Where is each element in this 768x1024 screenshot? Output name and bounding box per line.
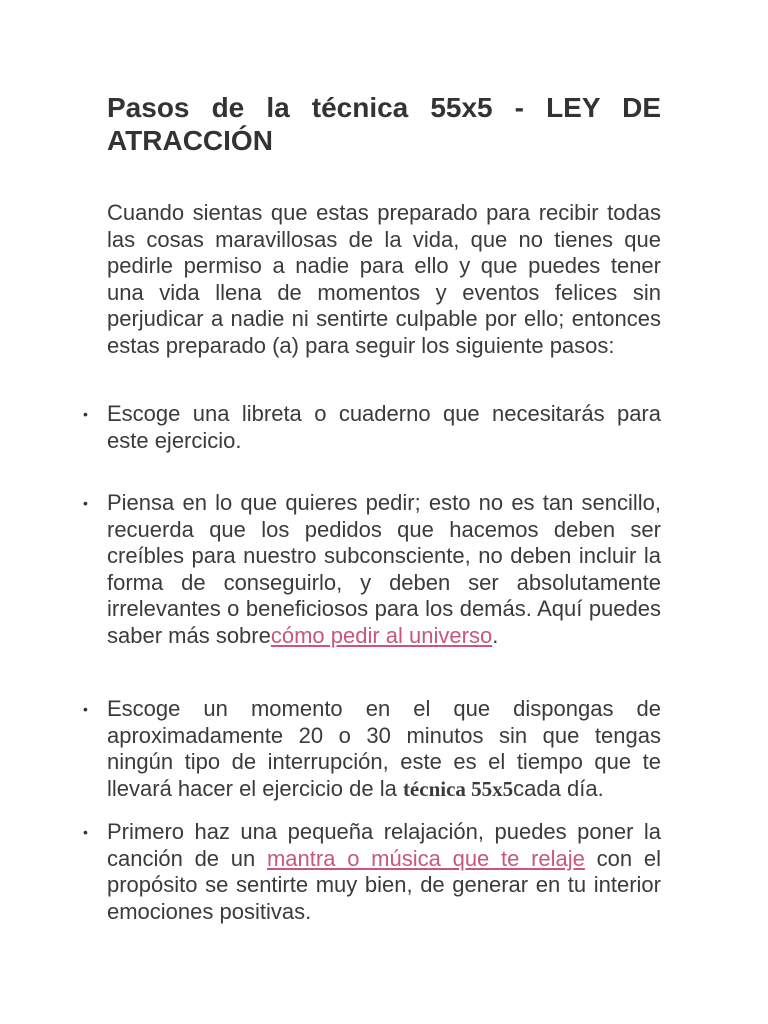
step-text: Primero haz una pequeña relajación, puedes poner la canción de un	[107, 819, 661, 871]
step-text: Escoge un momento en el que dispongas de aproximadamente 20 o 30 minutos sin que tengas ningún tipo de interrupción, este es el tiempo que te llevará hacer el ejercicio de la	[107, 696, 661, 801]
technique-emphasis: técnica 55x5	[402, 776, 514, 801]
intro-paragraph: Cuando sientas que estas preparado para recibir todas las cosas maravillosas de la vida, que no tienes que pedirle permiso a nadie para ello y que puedes tener una vida llena de momentos y eventos felices sin perjudicar a nadie ni sentirte culpable por ello; entonces estas preparado (a) para seguir los siguiente pasos:	[107, 200, 661, 358]
list-item	[83, 696, 661, 802]
step-text-end: con el propósito se sentirte muy bien, de generar en tu interior emociones positivas.	[107, 845, 661, 924]
bullet-icon: •	[83, 701, 88, 717]
list-item	[83, 490, 661, 649]
step-text-end: .	[492, 622, 499, 648]
page-title: Pasos de la técnica 55x5 - LEY DE ATRACCIÓN	[107, 92, 661, 156]
list-item	[83, 401, 661, 454]
step-text-end: cada día.	[513, 775, 604, 801]
bullet-icon: •	[83, 824, 88, 840]
bullet-icon: •	[83, 495, 88, 511]
step-text: Piensa en lo que quieres pedir; esto no es tan sencillo, recuerda que los pedidos que hacemos deben ser creíbles para nuestro subconsciente, no deben incluir la forma de conseguirlo, y deben ser absolutamente irrelevantes o beneficiosos para los demás. Aquí puedes saber más sobre	[107, 490, 661, 648]
step-text: Escoge una libreta o cuaderno que necesitarás para este ejercicio.	[107, 401, 661, 453]
bullet-icon: •	[83, 406, 88, 422]
link-como-pedir-al-universo[interactable]: cómo pedir al universo	[270, 622, 493, 648]
list-item	[83, 819, 661, 925]
link-mantra-o-musica[interactable]: mantra o música que te relaje	[266, 845, 585, 871]
